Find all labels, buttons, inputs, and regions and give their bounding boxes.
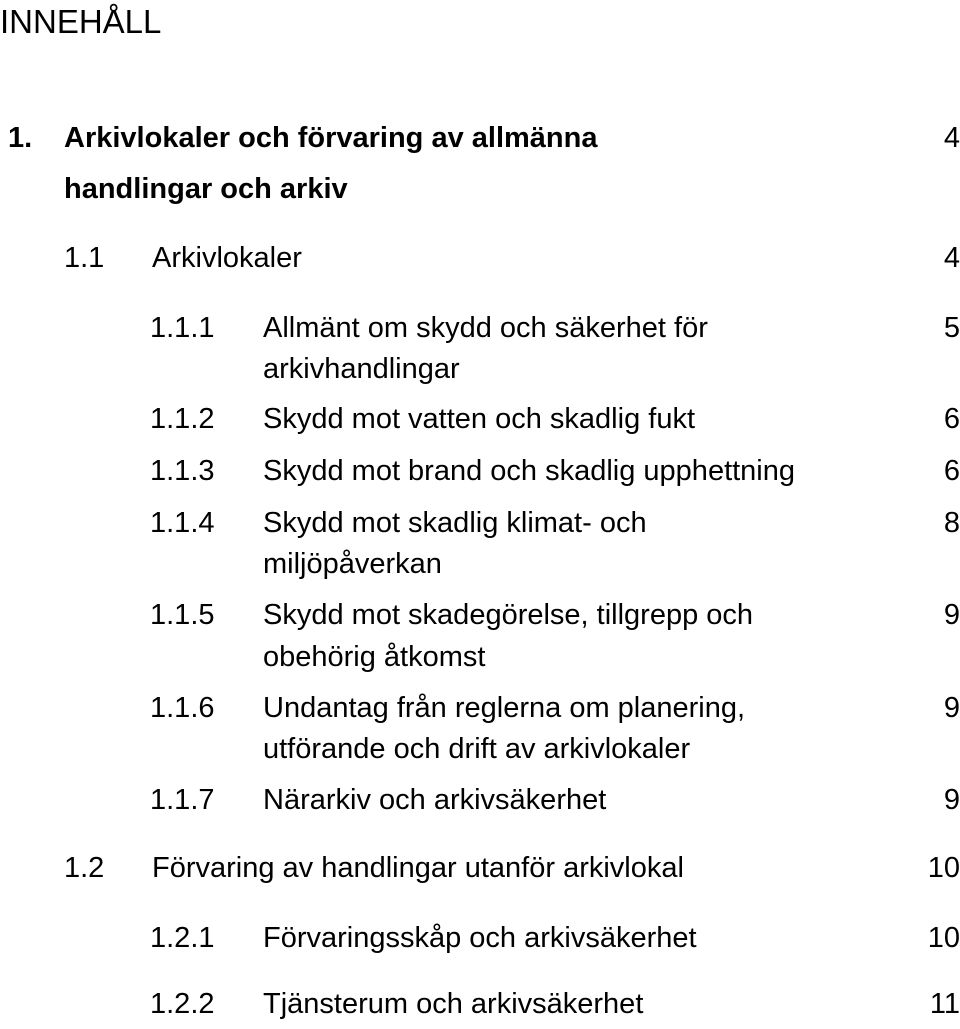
toc-number: 1.1.2 [150, 403, 215, 435]
toc-page-number: 10 [927, 922, 960, 954]
toc-page-number: 5 [943, 312, 960, 344]
toc-page-number: 9 [943, 784, 960, 816]
toc-text-line: Skydd mot brand och skadlig upphettning [263, 455, 796, 487]
toc-number: 1.2.1 [150, 922, 215, 954]
toc-text-line: Tjänsterum och arkivsäkerhet [263, 988, 644, 1020]
toc-number: 1.1.6 [150, 692, 215, 724]
toc-page-number: 10 [927, 852, 960, 884]
toc-number: 1.2.2 [150, 988, 215, 1020]
toc-number: 1.1.1 [150, 312, 215, 344]
toc-number: 1.1 [64, 242, 105, 274]
toc-number: 1.2 [64, 852, 105, 884]
toc-text-line: Allmänt om skydd och säkerhet för [263, 312, 708, 344]
toc-text-line: Förvaring av handlingar utanför arkivlokal [152, 852, 684, 884]
toc-page-number: 9 [943, 599, 960, 631]
toc-page-number: 8 [943, 507, 960, 539]
toc-number: 1. [8, 122, 33, 154]
toc-text-line: Skydd mot vatten och skadlig fukt [263, 403, 695, 435]
toc-text-line: Arkivlokaler och förvaring av allmänna [64, 122, 598, 154]
toc-text-line: Närarkiv och arkivsäkerhet [263, 784, 607, 816]
toc-number: 1.1.4 [150, 507, 215, 539]
toc-title: INNEHÅLL [0, 3, 162, 40]
toc-text-line: arkivhandlingar [263, 353, 460, 385]
toc-number: 1.1.7 [150, 784, 215, 816]
toc-page-number: 11 [929, 988, 960, 1020]
toc-text-line: miljöpåverkan [263, 548, 442, 580]
toc-text-line: Skydd mot skadlig klimat- och [263, 507, 647, 539]
toc-page-number: 9 [943, 692, 960, 724]
toc-text-line: utförande och drift av arkivlokaler [263, 733, 691, 765]
toc-number: 1.1.3 [150, 455, 215, 487]
toc-page-number: 6 [943, 455, 960, 487]
toc-number: 1.1.5 [150, 599, 215, 631]
toc-page-number: 6 [943, 403, 960, 435]
toc-page-number: 4 [943, 242, 960, 274]
toc-text-line: Skydd mot skadegörelse, tillgrepp och [263, 599, 754, 631]
toc-page-number: 4 [943, 122, 960, 154]
toc-text-line: Arkivlokaler [152, 242, 302, 274]
toc-text-line: handlingar och arkiv [64, 173, 348, 205]
toc-text-line: Förvaringsskåp och arkivsäkerhet [263, 922, 697, 954]
toc-text-line: Undantag från reglerna om planering, [263, 692, 746, 724]
toc-text-line: obehörig åtkomst [263, 641, 486, 673]
